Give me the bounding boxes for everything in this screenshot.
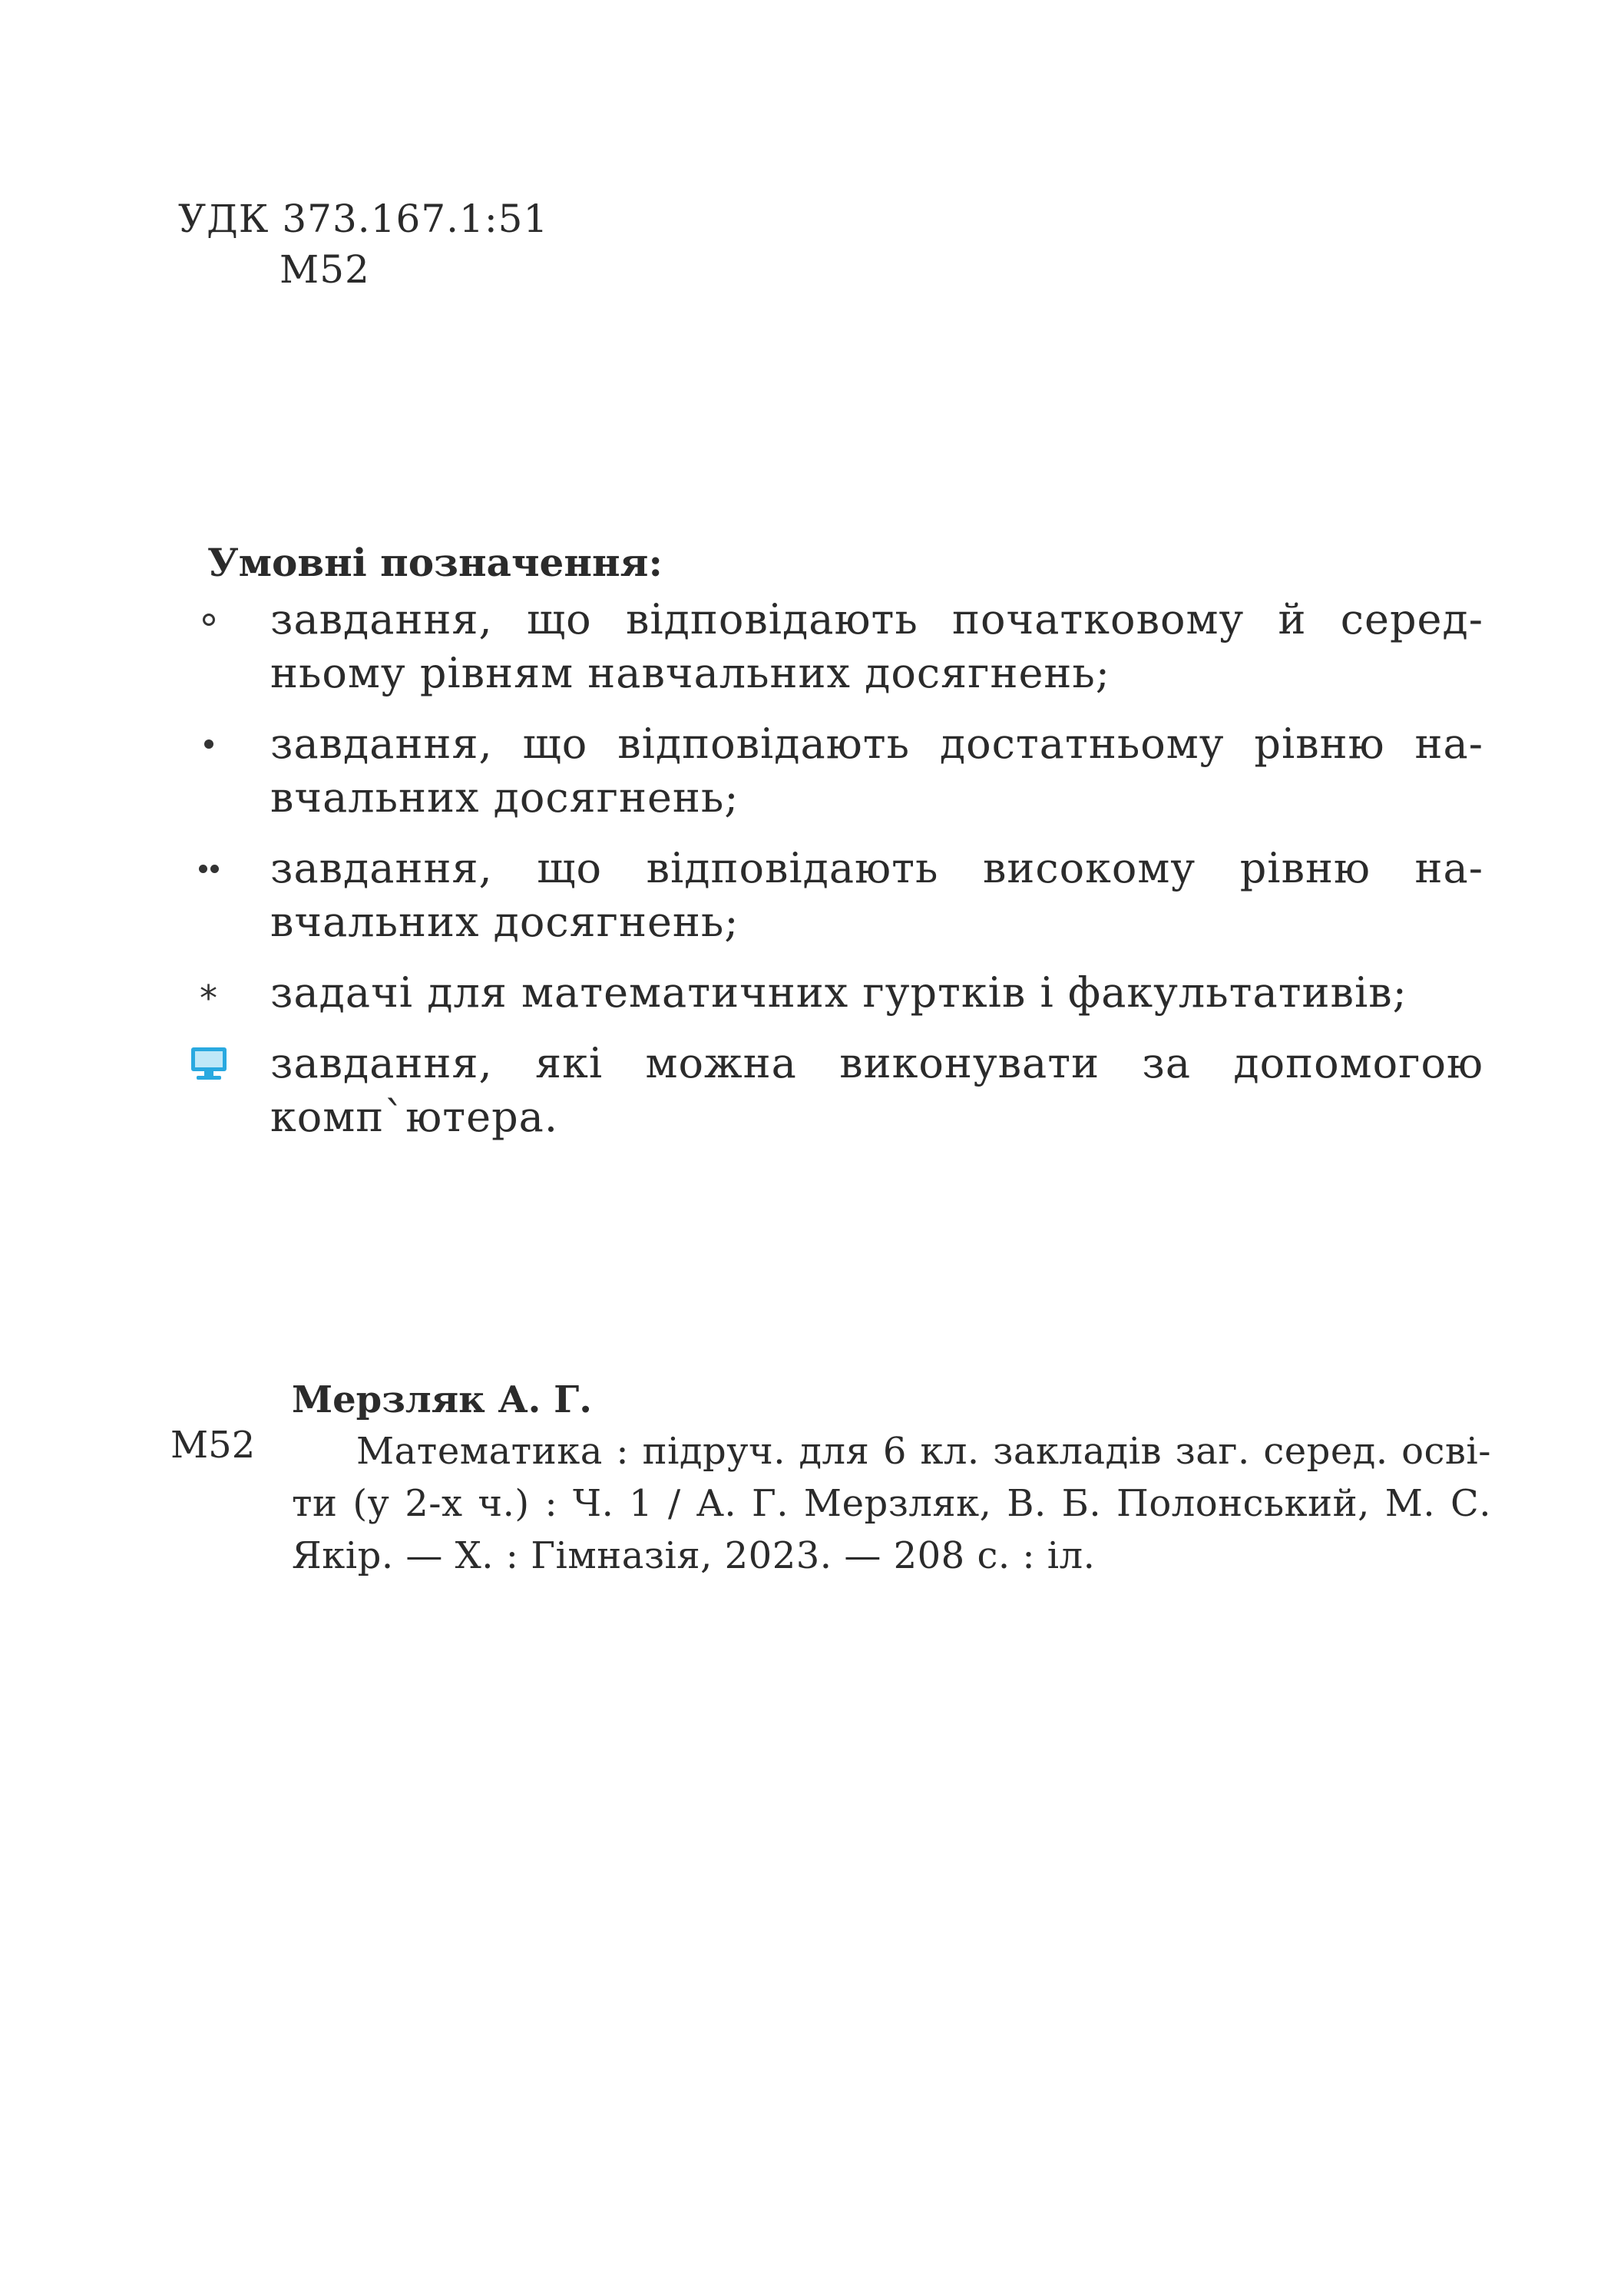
legend-item: [178, 1037, 1483, 1144]
bibliography-author: Мерзляк А. Г.: [292, 1378, 592, 1421]
bibliography-description: Математика : підруч. для 6 кл. закладів заг. серед. осві-ти (у 2-х ч.) : Ч. 1 / А. Г. Мерзляк, В. Б. Полонський, М. С. Якір. — Х. : Гімназія, 2023. — 208 с. : іл.: [292, 1430, 1491, 1577]
legend-item: [178, 966, 1483, 1020]
legend-item: [178, 842, 1483, 949]
legend-item: [178, 717, 1483, 825]
udc-block: [178, 194, 548, 295]
legend-item-text: задачі для математичних гуртків і факультативів;: [270, 968, 1407, 1017]
computer-icon: [178, 1037, 240, 1090]
open-circle-icon: [178, 593, 240, 647]
legend-item: [178, 593, 1483, 700]
asterisk-icon: *: [200, 978, 218, 1019]
legend-item-text: завдання, що відповідають початковому й серед-ньому рівням навчальних досягнень;: [270, 595, 1483, 697]
legend-item-text: завдання, що відповідають високому рівню на-вчальних досягнень;: [270, 844, 1483, 946]
dot-icon: [178, 717, 240, 771]
bibliography-code: М52: [170, 1424, 256, 1467]
legend-title: Умовні позначення:: [207, 540, 663, 585]
legend-item-text: завдання, які можна виконувати за допомогою комп`ютера.: [270, 1039, 1483, 1141]
legend: [178, 538, 1483, 1161]
double-dot-icon: [178, 842, 240, 895]
bibliographic-entry: [170, 1375, 1491, 1582]
udc-code: УДК 373.167.1:51: [178, 197, 549, 241]
bibliography-content: [292, 1375, 1491, 1582]
legend-item-text: завдання, що відповідають достатньому рівню на-вчальних досягнень;: [270, 720, 1483, 822]
author-mark: М52: [279, 247, 370, 292]
